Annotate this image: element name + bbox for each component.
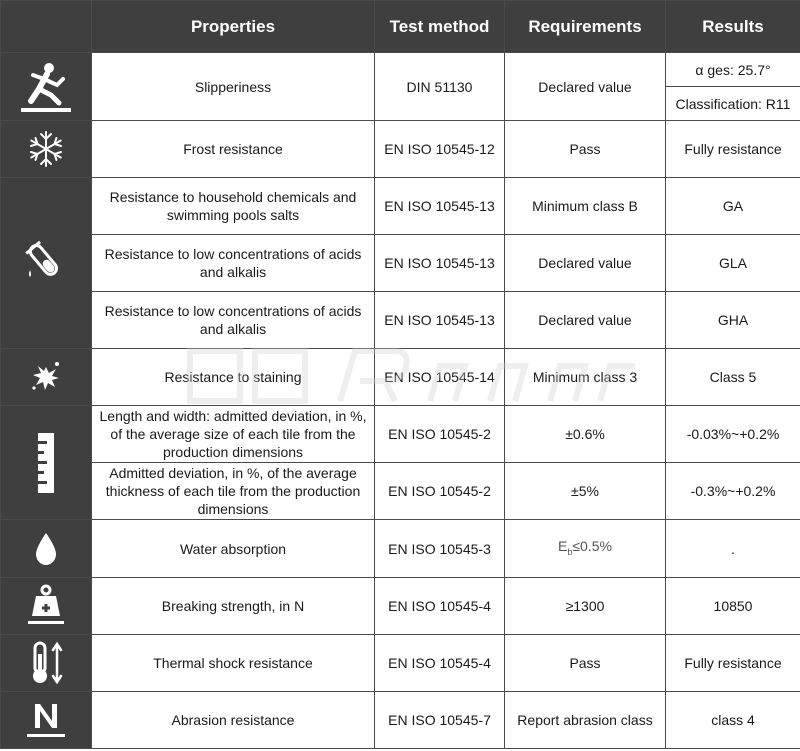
water-drop-icon [1,520,92,578]
header-properties: Properties [92,1,375,53]
property-staining: Resistance to staining [92,349,375,406]
header-results: Results [666,1,800,53]
table-row [1,692,800,749]
result-thickness: -0.3%~+0.2% [666,463,800,520]
method-acids-low: EN ISO 10545-13 [375,235,505,292]
table-row [1,463,800,520]
thermometer-icon [1,635,92,692]
result-water: . [666,520,800,578]
requirement-staining: Minimum class 3 [505,349,666,406]
property-abrasion: Abrasion resistance [92,692,375,749]
requirement-water-value: ≤0.5% [572,537,612,554]
method-abrasion: EN ISO 10545-7 [375,692,505,749]
method-household-chemicals: EN ISO 10545-13 [375,178,505,235]
result-acids-high: GHA [666,292,800,349]
result-slipperiness-angle: α ges: 25.7° [666,53,800,87]
snowflake-icon [1,121,92,178]
property-acids-low: Resistance to low concentrations of acids and alkalis [92,235,375,292]
result-frost: Fully resistance [666,121,800,178]
table-row [1,349,800,406]
result-length-width: -0.03%~+0.2% [666,406,800,463]
result-staining: Class 5 [666,349,800,406]
requirement-slipperiness: Declared value [505,53,666,121]
method-water: EN ISO 10545-3 [375,520,505,578]
property-acids-high: Resistance to low concentrations of acids and alkalis [92,292,375,349]
requirement-acids-low: Declared value [505,235,666,292]
method-breaking: EN ISO 10545-4 [375,578,505,635]
property-length-width: Length and width: admitted deviation, in %, of the average size of each tile from the production dimensions [92,406,375,463]
method-thermal: EN ISO 10545-4 [375,635,505,692]
property-water: Water absorption [92,520,375,578]
result-breaking: 10850 [666,578,800,635]
table-row [1,235,800,292]
table-row [1,578,800,635]
result-slipperiness-class: Classification: R11 [666,87,800,121]
result-abrasion: class 4 [666,692,800,749]
header-row [1,1,800,53]
method-slipperiness: DIN 51130 [375,53,505,121]
requirement-breaking: ≥1300 [505,578,666,635]
weight-icon [1,578,92,635]
property-household-chemicals: Resistance to household chemicals and swimming pools salts [92,178,375,235]
result-acids-low: GLA [666,235,800,292]
method-length-width: EN ISO 10545-2 [375,406,505,463]
requirement-water [505,520,666,578]
property-slipperiness: Slipperiness [92,53,375,121]
property-frost: Frost resistance [92,121,375,178]
test-tube-icon [1,178,92,349]
stain-splash-icon [1,349,92,406]
result-household-chemicals: GA [666,178,800,235]
property-thermal: Thermal shock resistance [92,635,375,692]
method-acids-high: EN ISO 10545-13 [375,292,505,349]
requirement-frost: Pass [505,121,666,178]
requirement-length-width: ±0.6% [505,406,666,463]
header-requirements: Requirements [505,1,666,53]
table-row [1,406,800,463]
table-row [1,635,800,692]
method-frost: EN ISO 10545-12 [375,121,505,178]
method-staining: EN ISO 10545-14 [375,349,505,406]
method-thickness: EN ISO 10545-2 [375,463,505,520]
requirement-thickness: ±5% [505,463,666,520]
header-test-method: Test method [375,1,505,53]
table-row [1,520,800,578]
requirement-household-chemicals: Minimum class B [505,178,666,235]
slipping-person-icon [1,53,92,121]
requirement-acids-high: Declared value [505,292,666,349]
requirement-water-symbol: E [558,537,568,554]
property-thickness: Admitted deviation, in %, of the average thickness of each tile from the production dimensions [92,463,375,520]
table-row [1,53,800,87]
requirement-water-subscript: b [567,546,573,557]
requirement-thermal: Pass [505,635,666,692]
requirement-abrasion: Report abrasion class [505,692,666,749]
property-breaking: Breaking strength, in N [92,578,375,635]
result-thermal: Fully resistance [666,635,800,692]
table-row [1,178,800,235]
abrasion-n-icon [1,692,92,749]
ruler-icon [1,406,92,520]
table-row [1,121,800,178]
table-row [1,292,800,349]
header-icon-cell [1,1,92,53]
